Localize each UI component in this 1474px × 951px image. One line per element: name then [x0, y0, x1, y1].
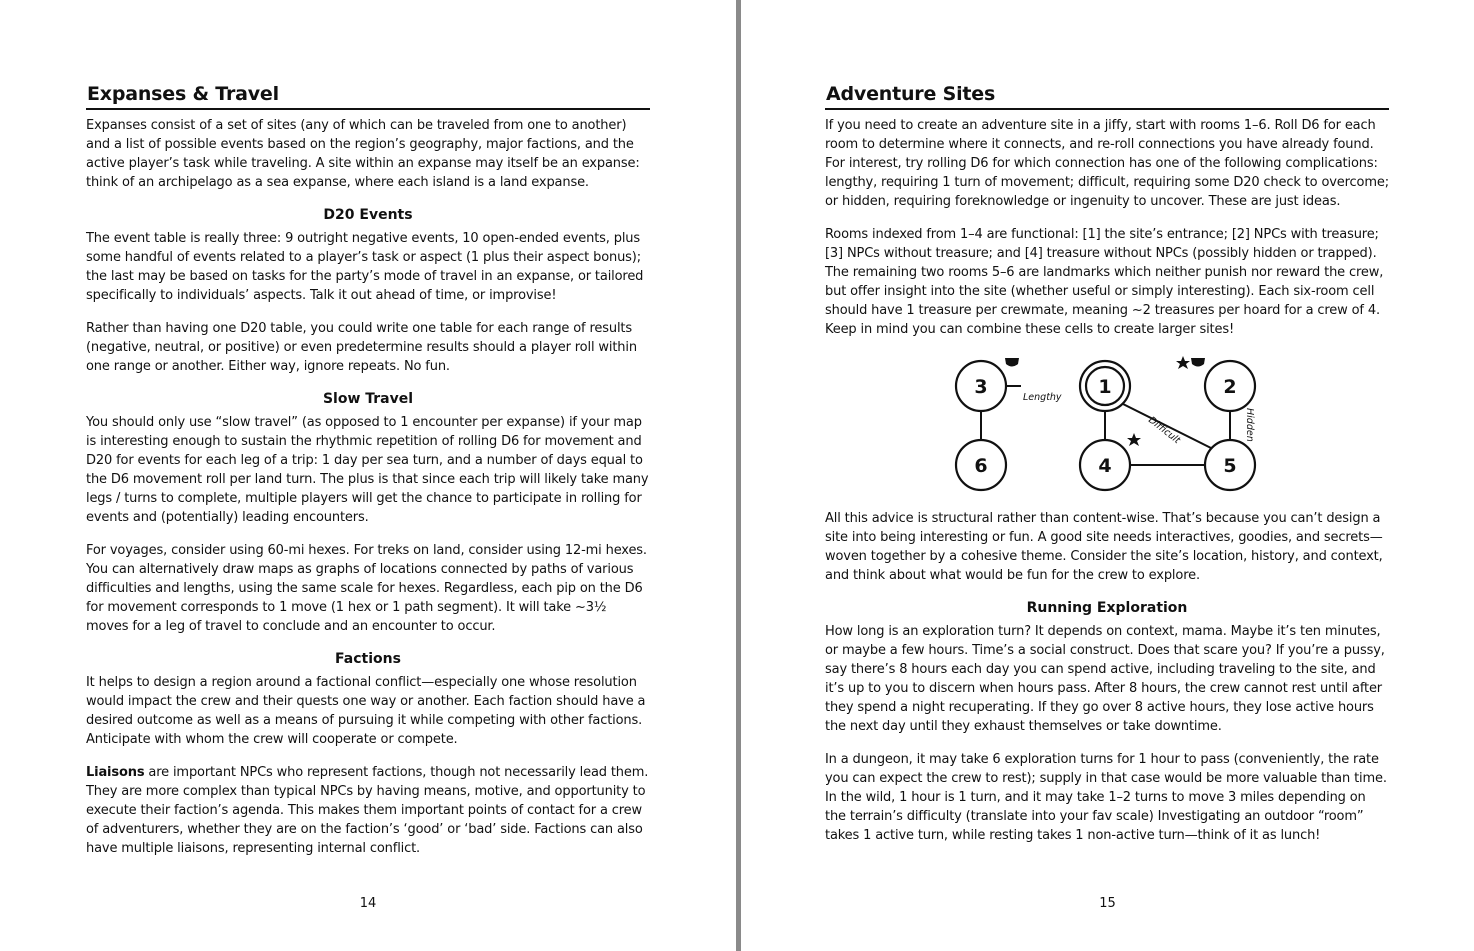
left-column: [86, 81, 650, 858]
slow-travel-heading: Slow Travel: [322, 391, 414, 407]
hoard-icon-room-3: [1005, 358, 1019, 367]
running-exploration-paragraph-2: In a dungeon, it may take 6 exploration turns for 1 hour to pass (conveniently, the rate you can expect the crew to rest); supply in that case would be more valuable than time. In the wild, 1 hour is 1 turn, and it may take 1–2 turns to move 3 miles depending on the terrain’s difficulty (translate into your fav scale) Investigating an outdoor “room” takes 1 active turn, while resting takes 1 non-active turn—think of it as lunch!: [825, 752, 1387, 843]
room-label-4: 4: [1098, 455, 1112, 477]
factions-heading: Factions: [335, 651, 401, 667]
right-page: [741, 0, 1474, 951]
running-exploration-heading: Running Exploration: [1026, 600, 1188, 616]
room-label-1: 1: [1098, 376, 1112, 398]
edge-label-hidden: Hidden: [1244, 408, 1255, 442]
d20-events-heading: D20 Events: [323, 207, 413, 223]
adventure-sites-intro-paragraph: If you need to create an adventure site in a jiffy, start with rooms 1–6. Roll D6 for each room to determine where it connects, and re-roll connections you have already found. For interest, try rolling D6 for which connection has one of the following complications: lengthy, requiring 1 turn of movement; difficult, requiring some D20 check to overcome; or hidden, requiring foreknowledge or ingenuity to uncover. These are just ideas.: [825, 118, 1389, 209]
hoard-icon-room-2: [1191, 358, 1205, 367]
factions-paragraph: It helps to design a region around a factional conflict—especially one whose resolution would impact the crew and their quests one way or another. Each faction should have a desired outcome as well as a means of pursuing it while competing with other factions. Anticipate with whom the crew will cooperate or compete.: [86, 675, 646, 747]
page-number-left: 14: [359, 896, 377, 911]
d20-events-paragraph-2: Rather than having one D20 table, you could write one table for each range of results (negative, neutral, or positive) or even predetermine results should a player roll within one range or another. Either way, ignore repeats. No fun.: [86, 321, 637, 374]
liaisons-text: are important NPCs who represent factions, though not necessarily lead them. They are more complex than typical NPCs by having means, motive, and opportunity to execute their faction’s agenda. This makes them important points of contact for a crew of adventurers, whether they are on the faction’s ‘good’ or ‘bad’ side. Factions can also have multiple liaisons, representing internal conflict.: [86, 765, 649, 856]
room-label-2: 2: [1223, 376, 1237, 398]
running-exploration-paragraph-1: How long is an exploration turn? It depends on context, mama. Maybe it’s ten minutes, or maybe a few hours. Time’s a social construct. Does that scare you? If you’re a pussy, say there’s 8 hours each day you can spend active, including traveling to the site, and it’s up to you to discern when hours pass. After 8 hours, the crew cannot rest until after they spend a night recuperating. If they go over 8 active hours, they lose active hours the next day until they exhaust themselves or take downtime.: [825, 624, 1385, 734]
slow-travel-paragraph-1: You should only use “slow travel” (as opposed to 1 encounter per expanse) if your map is interesting enough to sustain the rhythmic repetition of rolling D6 for movement and D20 for events for each leg of a trip: 1 day per sea turn, and a number of days equal to the D6 movement roll per land turn. The plus is that since each trip will likely take many legs / turns to complete, multiple players will get the chance to participate in rolling for events and (potentially) leading encounters.: [86, 415, 649, 525]
room-label-6: 6: [974, 455, 988, 477]
npc-star-icon-room-4: [1127, 433, 1141, 446]
room-label-5: 5: [1223, 455, 1237, 477]
page-number-right: 15: [1099, 896, 1116, 911]
rooms-paragraph: Rooms indexed from 1–4 are functional: [1] the site’s entrance; [2] NPCs with treasure; [3] NPCs without treasure; and [4] treasure without NPCs (possibly hidden or trapped). The remaining two rooms 5–6 are landmarks which neither punish nor reward the crew, but offer insight into the site (whether useful or simply interesting). Each six-room cell should have 1 treasure per crewmate, meaning ~2 treasures per hoard for a crew of 4. Keep in mind you can combine these cells to create larger sites!: [825, 227, 1384, 337]
edge-label-lengthy: Lengthy: [1023, 392, 1062, 403]
section-title-adventure-sites: Adventure Sites: [825, 81, 1389, 110]
room-connection-diagram: [825, 353, 1389, 503]
npc-star-icon-room-2: [1176, 356, 1190, 369]
right-column: [825, 81, 1389, 845]
room-label-3: 3: [974, 376, 988, 398]
edge-label-difficult: Difficult: [1146, 414, 1183, 447]
section-title-expanses: Expanses & Travel: [86, 81, 650, 110]
left-page: [0, 0, 736, 951]
expanses-intro-paragraph: Expanses consist of a set of sites (any of which can be traveled from one to another) and a list of possible events based on the region’s geography, major factions, and the active player’s task while traveling. A site within an expanse may itself be an expanse: think of an archipelago as a sea expanse, where each island is a land expanse.: [86, 118, 640, 190]
d20-events-paragraph-1: The event table is really three: 9 outright negative events, 10 open-ended events, plus some handful of events related to a player’s task or aspect (1 plus their aspect bonus); the last may be based on tasks for the party’s mode of travel in an expanse, or tailored specifically to individuals’ aspects. Talk it out ahead of time, or improvise!: [86, 231, 644, 303]
liaisons-term: Liaisons: [86, 765, 145, 780]
slow-travel-paragraph-2: For voyages, consider using 60-mi hexes. For treks on land, consider using 12-mi hexes. You can alternatively draw maps as graphs of locations connected by paths of various difficulties and lengths, using the same scale for hexes. Regardless, each pip on the D6 for movement corresponds to 1 move (1 hex or 1 path segment). It will take ~3½ moves for a leg of travel to conclude and an encounter to occur.: [86, 543, 647, 634]
structural-advice-paragraph: All this advice is structural rather than content-wise. That’s because you can’t design a site into being interesting or fun. A good site needs interactives, goodies, and secrets—woven together by a cohesive theme. Consider the site’s location, history, and context, and think about what would be fun for the crew to explore.: [825, 511, 1383, 583]
liaisons-paragraph: [86, 763, 650, 858]
